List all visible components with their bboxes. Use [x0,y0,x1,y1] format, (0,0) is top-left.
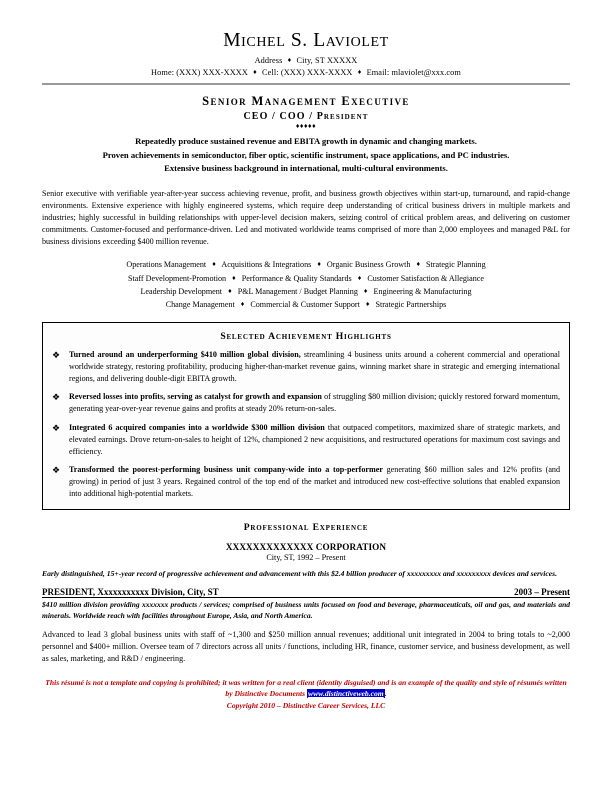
diamond-bullet-icon: ❖ [52,465,61,476]
achievement-text [69,349,560,384]
competency-item: P&L Management / Budget Planning [237,286,358,296]
footer-disclaimer [42,677,570,711]
company-location: City, ST, 1992 – Present [266,552,346,562]
contact-cell-phone: Cell: (XXX) XXX-XXXX [262,68,353,78]
diamond-bullet-icon: ❖ [52,349,61,360]
core-competencies [42,258,570,310]
diamond-separator-icon: ♦ [363,286,368,295]
footer-line-2-post: . [384,689,387,699]
resume-content [42,30,570,711]
diamond-separator-icon: ♦ [287,56,292,65]
professional-summary: Senior executive with verifiable year-after-year success achieving revenue, profit, and business growth objectives within start-up, turnaround, and rapid-change environments. Extensive experience with highly engineered systems, which require deep understanding of critical business drivers in multiple markets and industries; highly successful in building relationships with upper-level decision makers, seizing control of critical problem areas, and delivering on customer commitments. Customer-focused and performance-driven. Led and motivated worldwide teams comprised of more than 2,000 employees and managed P&L for business divisions exceeding $400 million revenue. [42,188,570,246]
achievement-text [69,391,560,415]
competency-item: Commercial & Customer Support [250,299,360,309]
footer-copyright: Copyright 2010 – Distinctive Career Services, LLC [226,700,386,710]
diamond-separator-icon: ♦ [365,299,370,308]
diamond-separator-icon: ♦ [232,273,236,282]
competency-item: Operations Management [126,260,207,270]
competency-item: Staff Development-Promotion [128,273,227,283]
footer-line-2-pre: an example of the quality and style of résumés written by Distinctive Documents [225,678,567,699]
achievement-item [52,349,560,384]
competency-item: Strategic Planning [426,260,486,270]
diamond-divider-icon: ♦♦♦♦♦ [295,122,317,131]
contact-address: Address [254,56,283,66]
contact-email-link[interactable]: Email: mlaviolet@xxx.com [366,68,461,78]
diamond-separator-icon: ♦ [228,286,232,295]
competency-item: Engineering & Manufacturing [373,286,472,296]
achievement-rest: of struggling $80 million division; quickly restored forward momentum, generating year-over-year revenue gains and profits at steady 20% return-on-sales. [69,392,560,414]
target-subtitle: CEO / COO / President [243,111,369,123]
competency-item: Acquisitions & Integrations [221,260,312,270]
role-blurb: $410 million division providing xxxxxxx products / services; comprised of business units focused on food and beverage, pharmaceuticals, oil and gas, and materials and minerals. Worldwide reach with facilities throughout Europe, Asia, and North America. [42,599,570,620]
competency-item: Customer Satisfaction & Allegiance [367,273,484,283]
tagline-3: Extensive business background in international, multi-cultural environments. [164,162,448,173]
company-name: XXXXXXXXXXXXX CORPORATION [225,541,387,552]
target-title: Senior Management Executive [202,94,410,109]
achievement-rest: that outpaced competitors, maximized share of strategic markets, and elevated earnings. Drove return-on-sales to height of 12%, championed 2 new acquisitions, and restructured operations for maximum cost savings and efficiency. [69,422,560,456]
achievements-heading: Selected Achievement Highlights [220,330,392,342]
role-description: Advanced to lead 3 global business units with staff of ~1,300 and $250 million annual revenues; additional unit integrated in 2004 to bring totals to ~2,000 personnel and $400+ million. Oversee team of 7 directors across all units / functions, including HR, finance, customer service, and business development, as well as sales, marketing, and R&D / engineering. [42,629,570,663]
role-header-row [42,587,570,598]
footer-line-1: This résumé is not a template and copying is prohibited; it was written for a real client (identity disguised) and is [45,678,397,688]
achievement-lead: Turned around an underperforming $410 million global division, [69,349,301,359]
tagline-1: Repeatedly produce sustained revenue and EBITA growth in dynamic and changing markets. [135,136,477,147]
achievement-item [52,391,560,415]
diamond-separator-icon: ♦ [357,273,362,282]
competency-item: Strategic Partnerships [375,299,447,309]
diamond-separator-icon: ♦ [357,68,362,77]
achievement-lead: Integrated 6 acquired companies into a worldwide $300 million division [69,422,325,432]
competency-row [42,272,570,285]
achievement-rest: generating $60 million sales and 12% profits (and growing) in period of just 3 years. Regained control of the top end of the market and introduced new cost-effective solutions that enabled expansion into additional high-potential markets. [69,465,561,499]
competency-item: Performance & Quality Standards [241,273,352,283]
competency-item: Leadership Development [140,286,223,296]
competency-item: Change Management [165,299,235,309]
competency-row [42,298,570,311]
page-title: Michel S. Laviolet [223,30,389,51]
diamond-separator-icon: ♦ [416,260,421,269]
contact-phone-line [42,67,570,79]
contact-home-phone: Home: (XXX) XXX-XXXX [151,68,248,78]
achievement-text [69,422,560,457]
competency-item: Organic Business Growth [326,260,411,270]
contact-city: City, ST XXXXX [296,56,358,66]
competency-row [42,258,570,271]
achievement-lead: Transformed the poorest-performing business unit company-wide into a top-performer [69,465,383,475]
distinctive-web-link[interactable]: www.distinctiveweb.com [308,689,384,699]
experience-heading: Professional Experience [243,521,369,533]
company-blurb: Early distinguished, 15+-year record of progressive achievement and advancement with this $2.4 billion producer of xxxxxxxxx and xxxxxxxxx devices and services. [42,568,557,578]
achievement-rest: streamlining 4 business units around a coherent commercial and operational worldwide strategy, restoring profitability, producing higher-than-market revenue gains, winning market share in strategic and emerging international regions, and delivering double-digit EBITA growth. [69,349,560,383]
achievement-item [52,464,560,499]
role-title: PRESIDENT, Xxxxxxxxxxx Division, City, ST [42,586,219,597]
achievement-text [69,464,560,499]
diamond-separator-icon: ♦ [317,260,321,269]
diamond-separator-icon: ♦ [240,299,245,308]
diamond-separator-icon: ♦ [253,68,257,77]
diamond-bullet-icon: ❖ [52,392,61,403]
achievement-lead: Reversed losses into profits, serving as catalyst for growth and expansion [69,392,322,402]
tagline-2: Proven achievements in semiconductor, fiber optic, scientific instrument, space applications, and PC industries. [102,149,510,160]
achievement-item [52,422,560,457]
header-divider [42,83,570,85]
diamond-separator-icon: ♦ [212,260,216,269]
role-dates: 2003 – Present [514,586,570,597]
contact-address-line [42,55,570,67]
competency-row [42,285,570,298]
achievements-box [42,322,570,510]
diamond-bullet-icon: ❖ [52,422,61,433]
